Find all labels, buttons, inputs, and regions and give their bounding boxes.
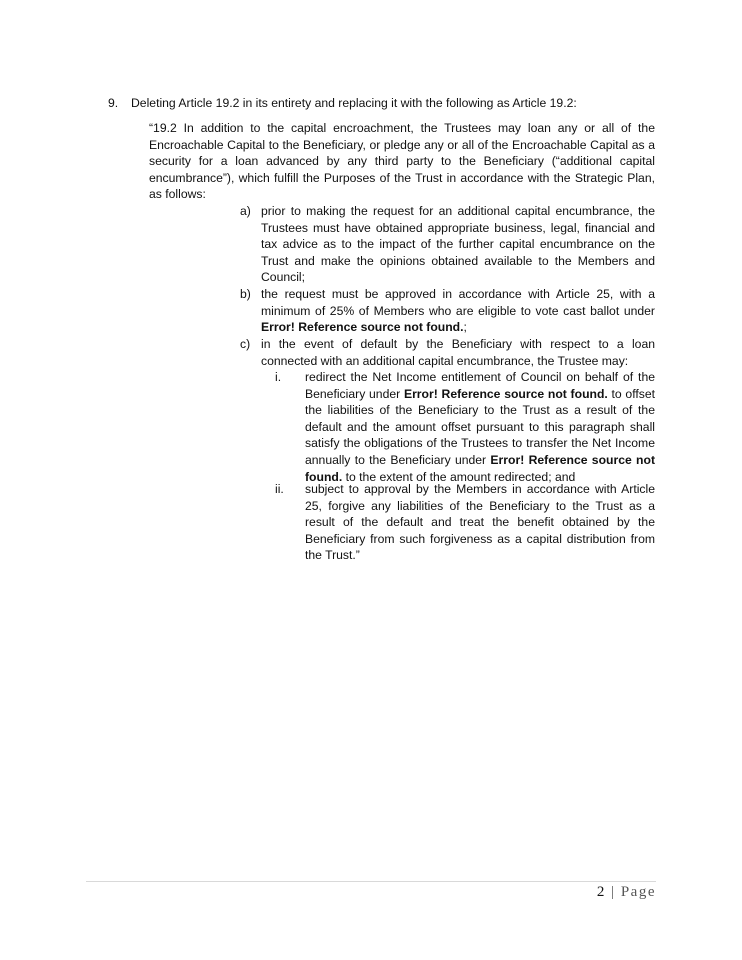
sub-item-b-text xyxy=(261,286,655,336)
sub-item-i-body-2: to offset the liabilities of the Beneficiary to the Trust as a result of the default and the amount offset pursuant to this paragraph shall satisfy the obligations of the Trustees to transfer the Net Income annually to the Beneficiary under xyxy=(305,386,656,467)
article-19-2-text xyxy=(149,120,655,203)
sub-item-i-label: i. xyxy=(275,370,282,384)
article-intro-paragraph: “19.2 In addition to the capital encroachment, the Trustees may loan any or all of the Encroachable Capital to the Beneficiary, or pledge any or all of the Encroachable Capital as a security for a loan advanced by any third party to the Beneficiary (“additional capital encumbrance”), which fulfill the Purposes of the Trust in accordance with the Strategic Plan, as follows: xyxy=(149,121,655,202)
page-separator: | xyxy=(611,884,616,900)
sub-item-c-label: c) xyxy=(240,337,251,351)
sub-item-i-body-3: to the extent of the amount redirected; and xyxy=(345,469,576,484)
sub-item-a-label: a) xyxy=(240,204,251,218)
reference-error: Error! Reference source not found. xyxy=(261,320,464,335)
page-number: 2 xyxy=(596,884,606,900)
footer-divider xyxy=(86,881,656,882)
sub-item-a-text: prior to making the request for an additional capital encumbrance, the Trustees must have obtained appropriate business, legal, financial and tax advice as to the impact of the further capital encumbrance on the Trust and make the opinions obtained available to the Members and Council; xyxy=(261,204,655,285)
sub-item-ii-text: subject to approval by the Members in accordance with Article 25, forgive any liabilities of the Beneficiary to the Trust as a result of the default and treat the benefit obtained by the Beneficiary from such forgiveness as a capital distribution from the Trust.” xyxy=(305,482,655,563)
page-footer xyxy=(566,884,656,901)
sub-item-b-tail: ; xyxy=(463,320,467,335)
sub-item-i-body-1: redirect the Net Income entitlement of Council on behalf of the Beneficiary under xyxy=(305,370,655,401)
sub-item-b-label: b) xyxy=(240,287,251,301)
sub-item-c-text: in the event of default by the Beneficiary with respect to a loan connected with an additional capital encumbrance, the Trustee may: xyxy=(261,337,655,368)
sub-item-b-body: the request must be approved in accordance with Article 25, with a minimum of 25% of Members who are eligible to vote cast ballot under xyxy=(261,287,655,318)
reference-error: Error! Reference source not found. xyxy=(403,386,608,401)
sub-item-ii-label: ii. xyxy=(275,482,284,496)
page-word: Page xyxy=(620,884,656,900)
sub-item-i-text xyxy=(305,369,655,485)
item-number: 9. xyxy=(108,96,119,110)
item-text: Deleting Article 19.2 in its entirety and replacing it with the following as Article 19.2: xyxy=(131,96,577,110)
reference-error: Error! Reference source not found. xyxy=(305,452,656,484)
